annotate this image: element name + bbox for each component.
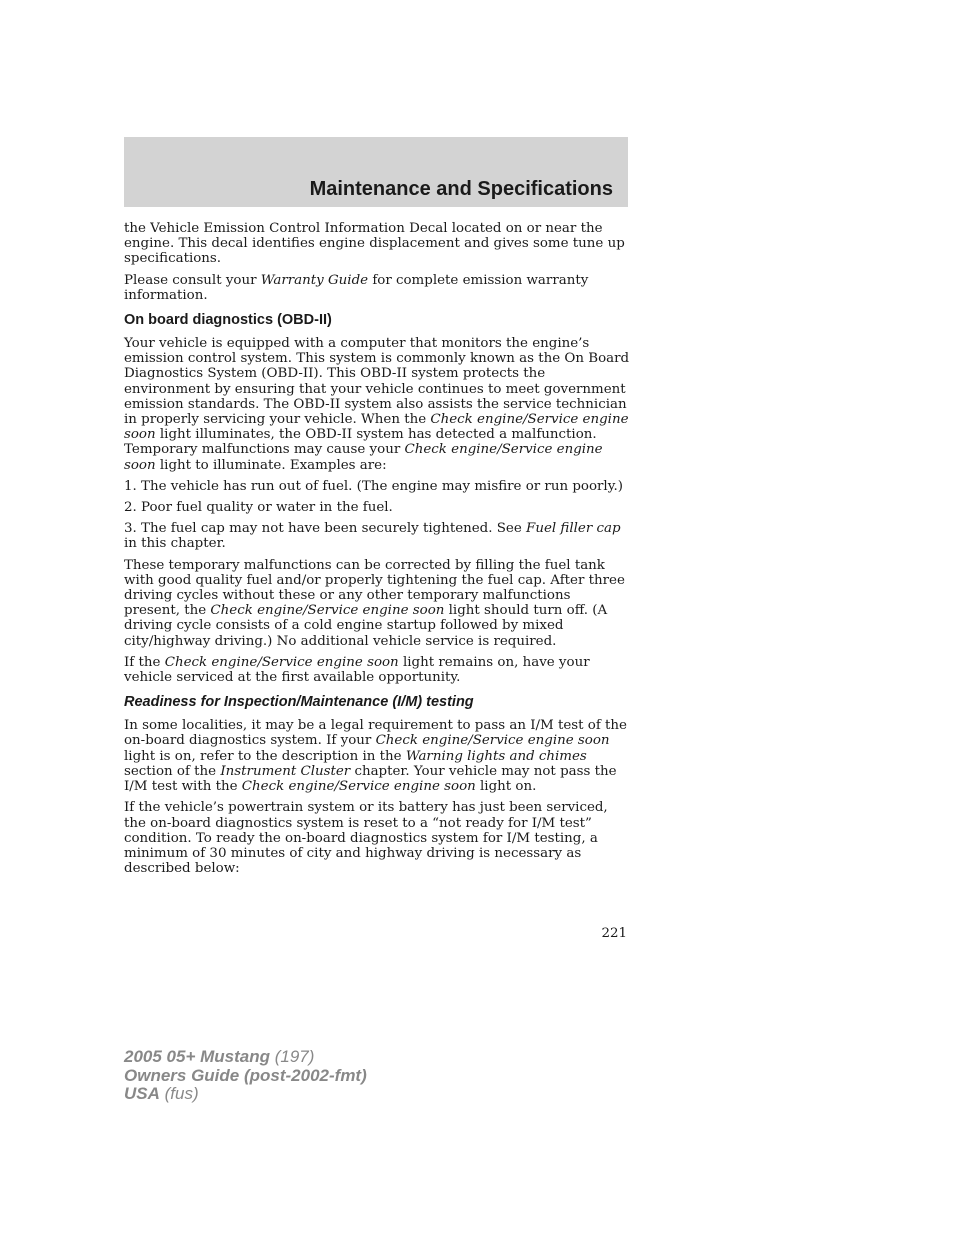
im-paragraph-2: If the vehicle’s powertrain system or its battery has just been serviced, the on-board diagnostics system is reset to a “not ready for I/M test” condition. To ready the on-board diagnostics system for I/M testing, a minimum of 30 minutes of city and highway driving is necessary as described below: <box>124 800 608 877</box>
section-header-band <box>124 137 628 207</box>
im-testing-heading: Readiness for Inspection/Maintenance (I/M) testing <box>124 694 474 711</box>
warranty-paragraph: Please consult your Warranty Guide for complete emission warranty information. <box>124 272 589 303</box>
example-item-3: 3. The fuel cap may not have been securely tightened. See Fuel filler cap in this chapter. <box>124 521 621 552</box>
section-title: Maintenance and Specifications <box>309 178 613 200</box>
page-content <box>124 221 630 882</box>
intro-paragraph: the Vehicle Emission Control Information Decal located on or near the engine. This decal identifies engine displacement and gives some tune up specifications. <box>124 221 625 267</box>
warning-lights-ref: Warning lights and chimes <box>405 748 587 764</box>
footer-line-1: 2005 05+ Mustang (197) <box>124 1047 315 1066</box>
instrument-cluster-ref: Instrument Cluster <box>220 763 351 779</box>
document-footer <box>124 1048 367 1104</box>
example-item-1: 1. The vehicle has run out of fuel. (The engine may misfire or run poorly.) <box>124 478 623 494</box>
footer-line-3: USA (fus) <box>124 1084 199 1103</box>
fuel-filler-cap-ref: Fuel filler cap <box>526 521 621 537</box>
im-paragraph-1: In some localities, it may be a legal requirement to pass an I/M test of the on-board diagnostics system. If your Check engine/Service engine soon light is on, refer to the description in the Warning lights and chimes section of the Instrument Cluster chapter. Your vehicle may not pass the I/M test with the Check engine/Service engine soon light on. <box>124 718 627 795</box>
obd-heading: On board diagnostics (OBD-II) <box>124 312 332 329</box>
page-number: 221 <box>601 926 627 941</box>
footer-line-2: Owners Guide (post-2002-fmt) <box>124 1065 367 1085</box>
example-item-2: 2. Poor fuel quality or water in the fuel. <box>124 500 393 516</box>
obd-paragraph: Your vehicle is equipped with a computer that monitors the engine’s emission control system. This system is commonly known as the On Board Diagnostics System (OBD-II). This OBD-II system protects the environment by ensuring that your vehicle continues to meet government emission standards. The OBD-II system also assists the service technician in properly servicing your vehicle. When the Check engine/Service engine soon light illuminates, the OBD-II system has detected a malfunction. Temporary malfunctions may cause your Check engine/Service engine soon light to illuminate. Examples are: <box>124 336 630 473</box>
warranty-guide-ref: Warranty Guide <box>260 272 369 288</box>
temporary-malfunctions-paragraph: These temporary malfunctions can be corrected by filling the fuel tank with good quality fuel and/or properly tightening the fuel cap. After three driving cycles without these or any other temporary malfunctions present, the Check engine/Service engine soon light should turn off. (A driving cycle consists of a cold engine startup followed by mixed city/highway driving.) No additional vehicle service is required. <box>124 557 625 649</box>
light-remains-on-paragraph: If the Check engine/Service engine soon light remains on, have your vehicle serviced at the first available opportunity. <box>124 654 590 686</box>
